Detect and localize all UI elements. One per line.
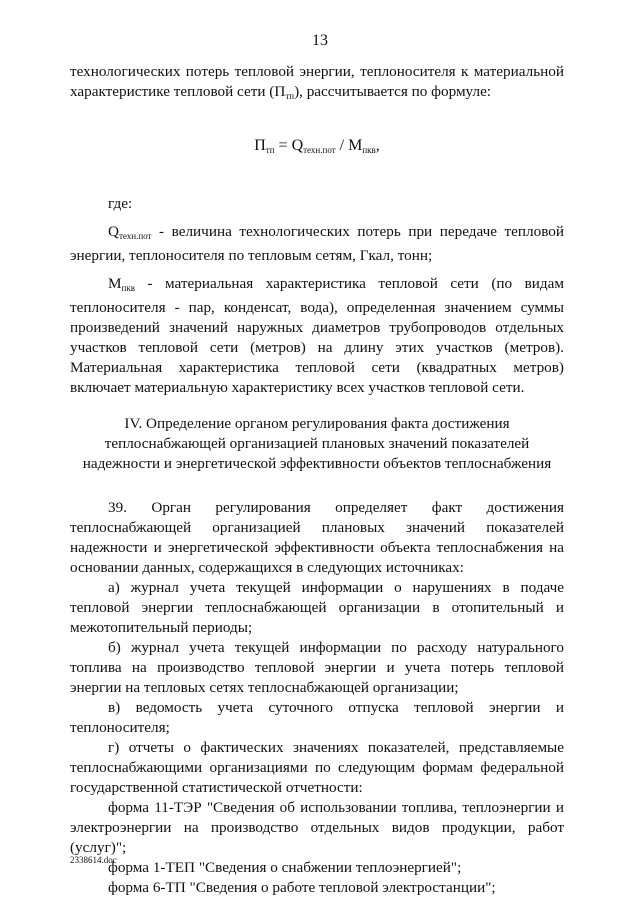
formula-left: П (254, 137, 266, 154)
form-11-ter: форма 11-ТЭР "Сведения об использовании топлива, теплоэнергии и электроэнергии на производство отдельных видов продукции, работ (услуг)"; (70, 799, 564, 856)
definition-m-sub: пкв (121, 283, 135, 293)
form-1-tep: форма 1-ТЕП "Сведения о снабжении теплоэнергией"; (108, 859, 462, 876)
formula (70, 136, 564, 160)
section-heading (70, 414, 564, 474)
page-number: 13 (312, 32, 328, 49)
paragraph-39: 39. Орган регулирования определяет факт достижения теплоснабжающей организацией плановых значений показателей надежности и энергетической эффективности объекта теплоснабжения на основании данных, содержащихся в следующих источниках: (70, 499, 564, 576)
item-g: г) отчеты о фактических значениях показателей, представляемые теплоснабжающими организациями по следующим формам федеральной государственной статистической отчетности: (70, 739, 564, 796)
intro-line-1: технологических потерь тепловой энергии, теплоносителя к материальной (70, 63, 564, 80)
document-body (70, 62, 564, 898)
formula-m-sub: пкв (362, 145, 376, 155)
formula-q-sub: техн.пот (303, 145, 336, 155)
definition-m-symbol: М (108, 275, 122, 292)
intro-line-2-sub: тп (285, 91, 295, 101)
intro-paragraph (70, 62, 564, 106)
item-b: б) журнал учета текущей информации по расходу натурального топлива на производство тепловой энергии и учета потерь тепловой энергии на тепловых сетях теплоснабжающей организации; (70, 639, 564, 696)
formula-end: , (375, 137, 380, 154)
section-heading-line-1: IV. Определение органом регулирования факта достижения (124, 415, 510, 432)
section-heading-line-3: надежности и энергетической эффективности объектов теплоснабжения (82, 455, 552, 472)
formula-slash: / М (335, 137, 363, 154)
definition-m (70, 274, 564, 398)
formula-left-sub: тп (265, 145, 275, 155)
definition-q-sub: техн.пот (118, 231, 152, 241)
file-name-footer: 2338614.doc (70, 855, 117, 865)
formula-equals: = Q (274, 137, 304, 154)
definition-q (70, 222, 564, 266)
definition-m-text: - материальная характеристика тепловой сети (по видам теплоносителя - пар, конденсат, вода), определенная значением суммы произведений значений наружных диаметров трубопроводов отдельных участков тепловой сети (метров) на длину этих участков (метров). Материальная характеристика тепловой сети (квадратных метров) включает материальную характеристику всех участков тепловой сети. (70, 275, 564, 396)
definition-q-symbol: Q (108, 223, 119, 240)
item-v: в) ведомость учета суточного отпуска тепловой энергии и теплоносителя; (70, 699, 564, 736)
where-label: где: (108, 195, 133, 212)
definition-q-text: - величина технологических потерь при передаче тепловой энергии, теплоносителя по тепловым сетям, Гкал, тонн; (70, 223, 564, 264)
intro-line-2-suffix: ), рассчитывается по формуле: (294, 83, 492, 100)
section-heading-line-2: теплоснабжающей организацией плановых значений показателей (104, 435, 530, 452)
intro-line-2-prefix: характеристике тепловой сети (П (70, 83, 286, 100)
item-a: а) журнал учета текущей информации о нарушениях в подаче тепловой энергии теплоснабжающей организации в отопительный и межотопительный периоды; (70, 579, 564, 636)
form-6-tp: форма 6-ТП "Сведения о работе тепловой электростанции"; (108, 879, 496, 896)
